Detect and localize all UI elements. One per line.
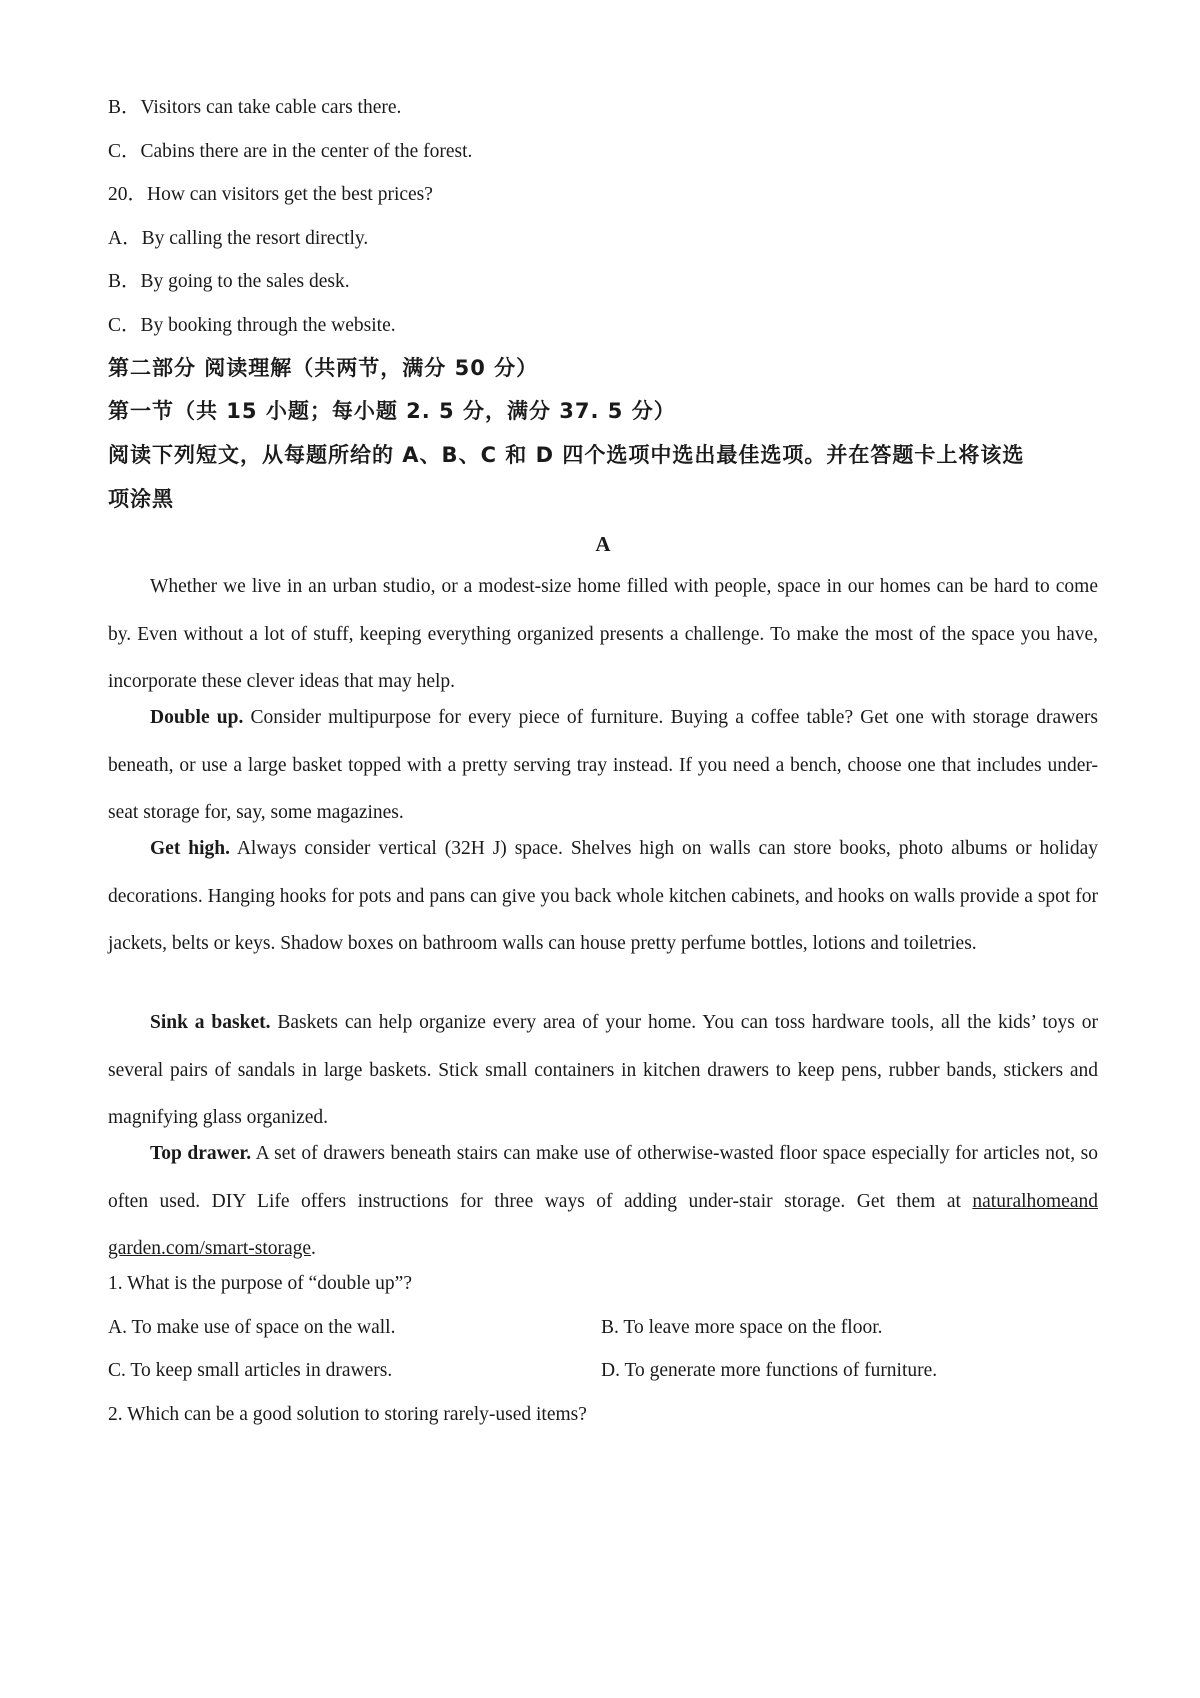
q2-question: 2. Which can be a good solution to storing rarely-used items? (108, 1404, 587, 1425)
q20-option-a: A．By calling the resort directly. (108, 228, 369, 249)
q1-option-d: D. To generate more functions of furniture. (601, 1360, 938, 1381)
storage-link[interactable]: naturalhomeand garden.com/smart-storage (108, 1190, 1098, 1259)
q1-question: 1. What is the purpose of “double up”? (108, 1273, 412, 1294)
tip-text: A set of drawers beneath stairs can make use of otherwise-wasted floor space especially for articles not, so often used. DIY Life offers instructions for three ways of adding under-stair storage. Get them at (108, 1143, 1098, 1212)
passage-title: A (595, 532, 611, 556)
q20-question: 20．How can visitors get the best prices? (108, 184, 433, 205)
q1-option-c: C. To keep small articles in drawers. (108, 1360, 393, 1381)
tip-paragraph-top-drawer (108, 1130, 1098, 1273)
part-two-heading: 第二部分 阅读理解（共两节，满分 50 分） (108, 356, 539, 380)
link-suffix: . (311, 1238, 316, 1259)
instructions-line-1: 阅读下列短文，从每题所给的 A、B、C 和 D 四个选项中选出最佳选项。并在答题卡上将该选 (108, 443, 1025, 467)
tip-text: Baskets can help organize every area of your home. You can toss hardware tools, all the kids’ toys or several pairs of sandals in large baskets. Stick small containers in kitchen drawers to keep pens, rubber bands, stickers and magnifying glass organized. (108, 1012, 1098, 1128)
tip-text: Always consider vertical (32H J) space. Shelves high on walls can store books, photo albums or holiday decorations. Hanging hooks for pots and pans can give you back whole kitchen cabinets, and hooks on walls provide a spot for jackets, belts or keys. Shadow boxes on bathroom walls can house pretty perfume bottles, lotions and toiletries. (108, 838, 1098, 954)
tip-heading: Top drawer. (150, 1143, 252, 1164)
intro-paragraph: Whether we live in an urban studio, or a modest-size home filled with people, space in our homes can be hard to come by. Even without a lot of stuff, keeping everything organized presents a challenge. To make the most of the space you have, incorporate these clever ideas that may help. (108, 576, 1098, 692)
instructions-line-2: 项涂黑 (108, 487, 174, 511)
q1-option-b: B. To leave more space on the floor. (601, 1317, 883, 1338)
tip-heading: Get high. (150, 838, 230, 859)
section-one-heading: 第一节（共 15 小题；每小题 2. 5 分，满分 37. 5 分） (108, 399, 676, 423)
q20-option-c: C．By booking through the website. (108, 315, 396, 336)
q20-option-b: B．By going to the sales desk. (108, 271, 350, 292)
tip-paragraph-get-high (108, 825, 1098, 968)
q19-option-b: B．Visitors can take cable cars there. (108, 97, 402, 118)
tip-paragraph-sink-basket (108, 999, 1098, 1142)
tip-text: Consider multipurpose for every piece of furniture. Buying a coffee table? Get one with storage drawers beneath, or use a large basket topped with a pretty serving tray instead. If you need a bench, choose one that includes under-seat storage for, say, some magazines. (108, 707, 1098, 823)
q19-option-c: C．Cabins there are in the center of the forest. (108, 141, 473, 162)
tip-paragraph-double-up (108, 694, 1098, 837)
q1-option-a: A. To make use of space on the wall. (108, 1317, 396, 1338)
tip-heading: Sink a basket. (150, 1012, 271, 1033)
tip-heading: Double up. (150, 707, 244, 728)
